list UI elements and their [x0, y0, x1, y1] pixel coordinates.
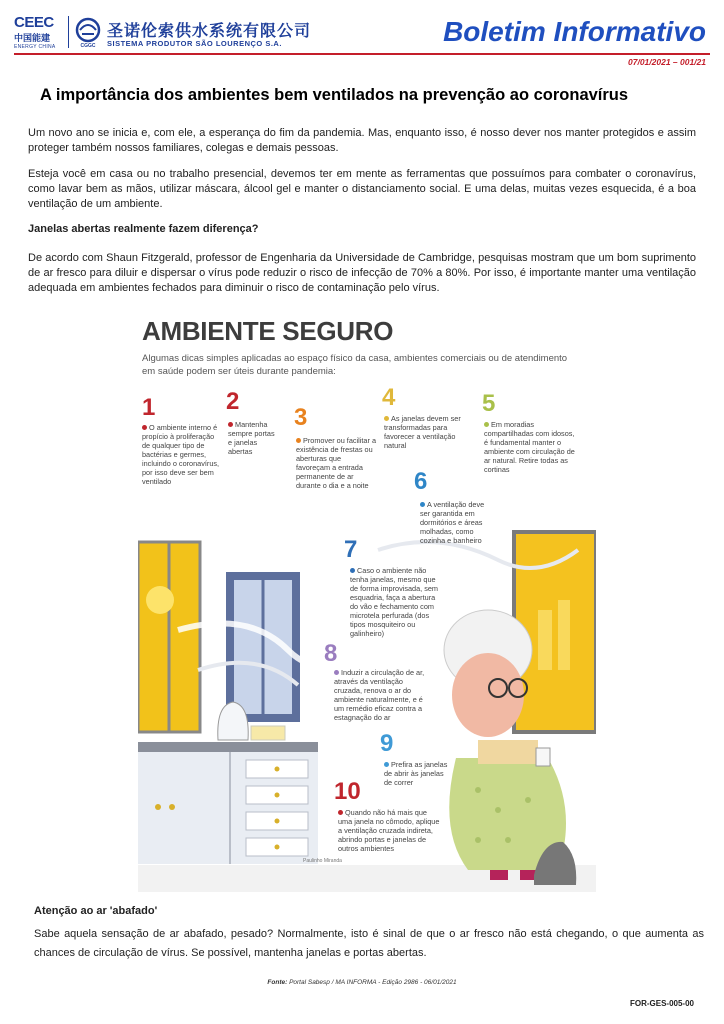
- company-mark-icon: [72, 16, 104, 48]
- infographic-ambiente-seguro: [138, 310, 596, 892]
- logo-main-text: CEEC: [14, 14, 54, 31]
- header-rule: [14, 53, 710, 55]
- infographic-title: AMBIENTE SEGURO: [142, 316, 394, 346]
- form-code: FOR-GES-005-00: [629, 999, 694, 1008]
- tip-text: Induzir a circulação de ar, através da ventilação cruzada, renova o ar do ambiente naturalmente, e é um remédio eficaz contra a estagnação do ar: [334, 668, 425, 722]
- subheading-open-windows: Janelas abertas realmente fazem diferença?: [28, 223, 259, 235]
- tip-number: 9: [380, 730, 394, 757]
- bullet-dot-icon: [228, 422, 233, 427]
- article-title: A importância dos ambientes bem ventilados na prevenção ao coronavírus: [40, 86, 629, 104]
- bullet-dot-icon: [296, 438, 301, 443]
- bullet-dot-icon: [384, 762, 389, 767]
- source-text: Portal Sabesp / MA INFORMA - Edição 2986 - 06/01/2021: [287, 979, 457, 986]
- paragraph-1: Um novo ano se inicia e, com ele, a esperança do fim da pandemia. Mas, enquanto isso, é nosso dever nos manter protegidos e assim proteger também nossos familiares, colegas e demais pessoas.: [28, 127, 696, 154]
- bullet-dot-icon: [350, 568, 355, 573]
- tip-text: Mantenha sempre portas e janelas abertas: [228, 420, 275, 456]
- tip-text: Caso o ambiente não tenha janelas, mesmo que de forma improvisada, sem esquadria, faça a abertura do vão e fechamento com microtela perfurada (dos tipos mosquiteiro ou galinheiro): [350, 566, 439, 638]
- bullet-dot-icon: [420, 502, 425, 507]
- bulletin-title: Boletim Informativo: [443, 16, 706, 47]
- tip-number: 10: [334, 778, 361, 805]
- tip-text: As janelas devem ser transformadas para favorecer a ventilação natural: [384, 414, 461, 450]
- illustration-credit: Paulinho Miranda: [303, 858, 342, 864]
- tip-number: 2: [226, 388, 240, 415]
- source-label: Fonte:: [267, 979, 288, 986]
- paragraph-3: De acordo com Shaun Fitzgerald, professor de Engenharia da Universidade de Cambridge, pesquisas mostram que um bom suprimento de ar fresco para diluir e dispersar o vírus pode reduzir o risco de infecção de 70% a 80%. Por isso, é importante manter uma ventilação adequada em ambientes fechados para diminuir o risco de contaminação pelo vírus.: [28, 252, 696, 294]
- svg-text:CGGC: CGGC: [80, 43, 96, 48]
- tip-text: Quando não há mais que uma janela no cômodo, aplique a ventilação cruzada indireta, abrindo portas e janelas de outros ambientes: [338, 808, 440, 853]
- tip-text: Promover ou facilitar a existência de frestas ou aberturas que favoreçam a entrada permanente de ar durante o dia e a noite: [296, 436, 376, 490]
- tip-number: 6: [414, 468, 428, 495]
- company-name-cn: 圣诺伦索供水系统有限公司: [107, 23, 312, 40]
- logo-cn-text: 中国能建: [14, 33, 51, 43]
- bullet-dot-icon: [384, 416, 389, 421]
- tip-number: 4: [382, 384, 396, 411]
- subheading-stuffy-air: Atenção ao ar 'abafado': [34, 905, 158, 917]
- tip-number: 7: [344, 536, 358, 563]
- tip-text: Em moradias compartilhadas com idosos, é fundamental manter o ambiente com circulação de ar natural. Retire todas as cortinas: [484, 420, 575, 474]
- tip-text: Prefira as janelas de abrir às janelas de correr: [384, 760, 448, 787]
- bullet-dot-icon: [142, 425, 147, 430]
- bullet-dot-icon: [484, 422, 489, 427]
- issue-date-number: 07/01/2021 – 001/21: [628, 57, 706, 67]
- tip-number: 1: [142, 394, 156, 421]
- tip-text: O ambiente interno é propício à proliferação de qualquer tipo de bactérias e germes, incluindo o coronavírus, por isso deve ser bem ventilado: [142, 423, 220, 486]
- paragraph-4: Sabe aquela sensação de ar abafado, pesado? Normalmente, isto é sinal de que o ar fresco não está chegando, o que aumenta as chances de circulação de vírus. Se possível, mantenha janelas e portas abertas.: [34, 928, 704, 959]
- infographic-subtitle: Algumas dicas simples aplicadas ao espaço físico da casa, ambientes comerciais ou de atendimento em saúde podem ser úteis durante pandemia:: [142, 353, 568, 377]
- bullet-dot-icon: [338, 810, 343, 815]
- header-divider: [68, 16, 69, 48]
- tip-number: 5: [482, 390, 496, 417]
- company-name-pt: SISTEMA PRODUTOR SÃO LOURENÇO S.A.: [107, 39, 282, 48]
- tip-number: 8: [324, 640, 338, 667]
- ceec-logo: [14, 14, 64, 50]
- paragraph-2: Esteja você em casa ou no trabalho presencial, devemos ter em mente as ferramentas que possuímos para combater o coronavírus, como lavar bem as mãos, utilizar máscara, álcool gel e manter o distanciamento social. E uma delas, muitas vezes esquecida, é a boa ventilação de um ambiente.: [28, 168, 696, 210]
- logo-en-text: ENERGY CHINA: [14, 44, 56, 50]
- tip-number: 3: [294, 404, 308, 431]
- bullet-dot-icon: [334, 670, 339, 675]
- tip-text: A ventilação deve ser garantida em dormitórios e áreas molhadas, como cozinha e banheiro: [420, 500, 485, 545]
- source-note: [0, 979, 724, 986]
